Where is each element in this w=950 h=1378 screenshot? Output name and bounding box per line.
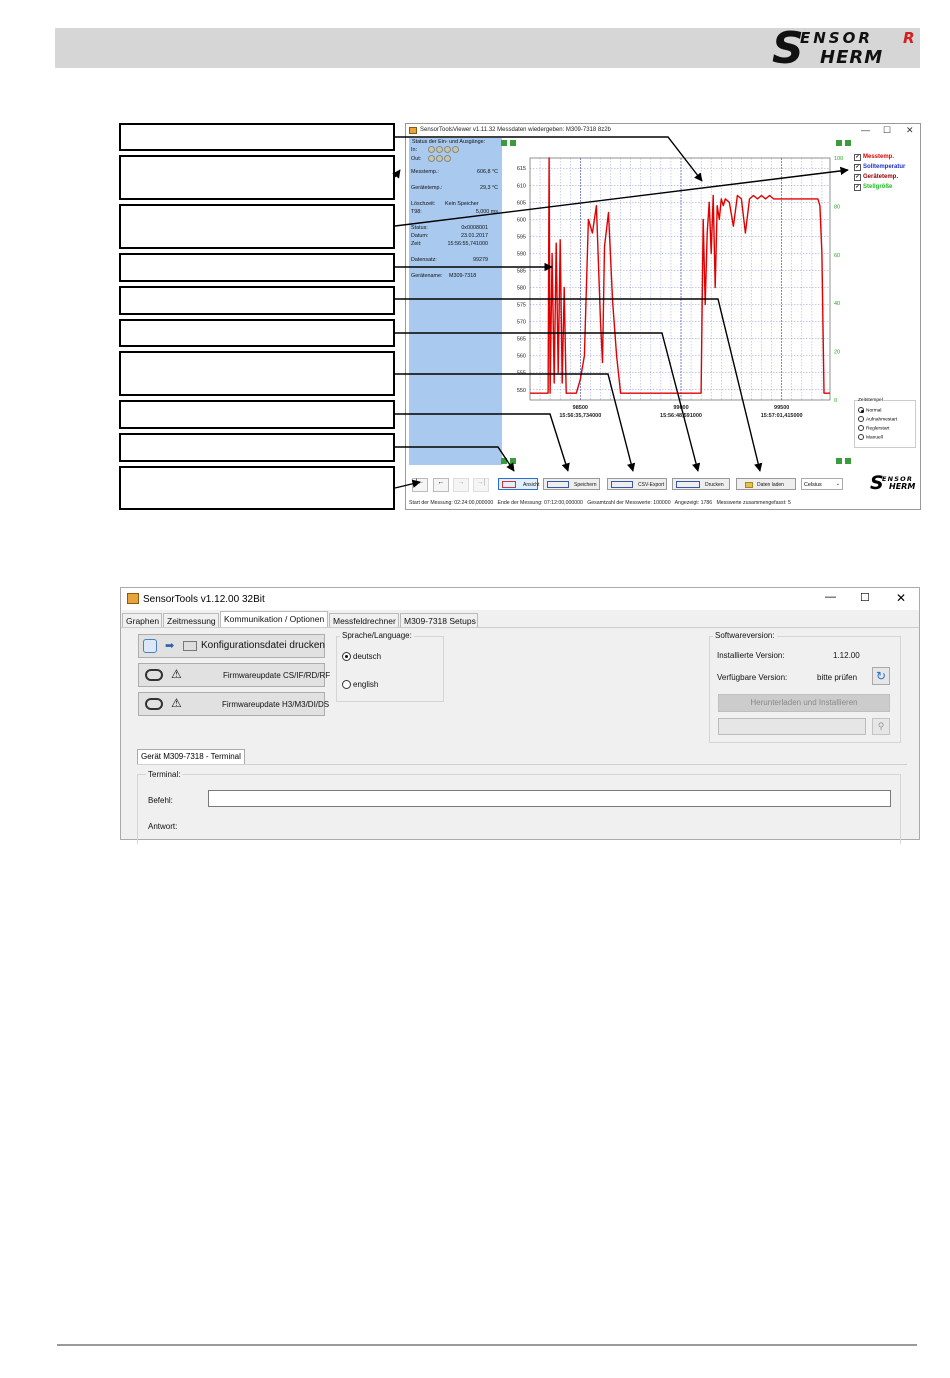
legend-item[interactable]: ✓ Solltemperatur: [855, 164, 906, 170]
refresh-button[interactable]: [872, 667, 890, 685]
terminal-group: [137, 770, 901, 844]
installed-version-label: Installierte Version:: [717, 651, 785, 660]
y2-tick-label: 20: [834, 349, 841, 356]
link-button[interactable]: [872, 718, 890, 735]
info-value: 606,8 °C: [476, 169, 498, 175]
language-title: Sprache/Language:: [342, 631, 412, 640]
y-tick-label: 560: [516, 353, 526, 360]
legend-item[interactable]: ✓ Messtemp.: [855, 154, 895, 160]
first-record-button[interactable]: |←: [412, 478, 428, 492]
in-label-text: In:: [411, 146, 417, 153]
printer-icon: [183, 641, 197, 651]
download-progress: [718, 718, 866, 735]
tools-title: SensorTools v1.12.00 32Bit: [143, 594, 265, 605]
terminal-tab-line: [137, 764, 907, 765]
timestamp-option-label: Manuell: [866, 435, 883, 441]
app-icon: [127, 593, 139, 604]
unit-select-value: Celsius: [804, 482, 822, 488]
firmware-h3-button[interactable]: [138, 692, 330, 716]
y-tick-label: 570: [516, 319, 526, 326]
y-tick-label: 550: [516, 387, 526, 394]
view-button-label: Ansicht: [523, 482, 540, 488]
x-tick-time-label: 15:56:35,734000: [559, 413, 602, 419]
info-label: Datum:: [411, 233, 429, 239]
maximize-button[interactable]: ☐: [883, 125, 892, 135]
x-tick-label: 99000: [673, 405, 689, 411]
legend-label: Messtemp.: [863, 154, 895, 160]
command-label: Befehl:: [148, 796, 173, 805]
minimize-button[interactable]: —: [825, 591, 836, 603]
x-tick-time-label: 15:56:48,591000: [660, 413, 702, 419]
status-merged: Messwerte zusammengefasst: 5: [716, 500, 791, 506]
status-shown: Angezeigt: 1786: [674, 500, 713, 506]
download-install-button[interactable]: [718, 694, 890, 712]
legend-label: Stellgröße: [863, 184, 893, 190]
y-tick-label: 585: [516, 268, 526, 275]
status-heading: Status der Ein- und Ausgänge:: [412, 139, 486, 145]
info-label: Datensatz:: [411, 257, 437, 263]
language-option-deutsch[interactable]: [342, 652, 381, 661]
language-option-label: deutsch: [353, 652, 382, 661]
logo-top-r: R: [903, 29, 915, 47]
chip-icon: [145, 698, 163, 710]
load-data-label: Daten laden: [757, 482, 784, 488]
viewer-logo-top: ENSOR: [882, 475, 914, 483]
out-label-text: Out:: [411, 155, 422, 162]
y-tick-label: 600: [516, 217, 526, 224]
viewer-title: SensorToolsViewer v1.11.32 Messdaten wiedergeben: M309-7318 8z2b: [420, 127, 611, 133]
x-tick-label: 98500: [572, 405, 588, 411]
tab-kommunikation[interactable]: Kommunikation / Optionen: [220, 611, 328, 627]
info-value: 29,3 °C: [479, 185, 498, 191]
radio-icon: [342, 652, 351, 661]
footer-rule: [57, 1344, 917, 1346]
tools-window: [120, 587, 920, 840]
csv-button-label: CSV-Export: [638, 482, 665, 488]
download-install-label: Herunterladen und Installieren: [750, 698, 858, 707]
info-value: Kein Speicher: [445, 201, 479, 207]
info-value: 15:56:55,741000: [447, 241, 488, 247]
language-option-label: english: [353, 680, 379, 689]
logo-bottom: HERM: [820, 47, 884, 68]
next-record-button[interactable]: →: [453, 478, 469, 492]
info-label: Löschzeit:: [411, 201, 436, 207]
status-start: Start der Messung: 02:24:00,000000: [409, 500, 494, 506]
info-value: 5,000 ms: [475, 209, 498, 215]
tab-panel-border: [121, 627, 919, 628]
y-tick-label: 610: [516, 183, 526, 190]
legend-item[interactable]: ✓ Gerätetemp.: [855, 174, 899, 180]
info-label: Status:: [411, 225, 428, 231]
x-tick-label: 99500: [774, 405, 790, 411]
config-print-label: Konfigurationsdatei drucken: [201, 640, 325, 651]
info-label: Messtemp.:: [411, 169, 439, 175]
firmware-cs-button[interactable]: [138, 663, 331, 687]
firmware-cs-label: Firmwareupdate CS/IF/RD/RF: [223, 671, 331, 680]
arrow-right-icon: ➡: [165, 640, 175, 652]
callout-arrows: [0, 0, 950, 560]
legend-label: Gerätetemp.: [863, 174, 899, 180]
arrow-lines: [395, 137, 848, 488]
y-tick-label: 605: [516, 200, 526, 207]
config-file-icon: [143, 639, 157, 653]
y2-tick-label: 40: [834, 301, 841, 308]
link-icon: ⚲: [877, 721, 885, 731]
tab-zeitmessung[interactable]: Zeitmessung: [163, 613, 219, 627]
answer-label: Antwort:: [148, 822, 178, 831]
tab-graphen[interactable]: Graphen: [122, 613, 162, 627]
timestamp-option-label: Reglerstart: [866, 426, 890, 432]
refresh-icon: ↻: [875, 669, 887, 683]
info-value: M309-7318: [449, 273, 477, 279]
info-label: T98:: [411, 209, 422, 215]
status-total: Gesamtzahl der Messwerte: 100000: [587, 500, 671, 506]
command-input[interactable]: [208, 790, 891, 807]
y2-tick-label: 80: [834, 204, 841, 211]
timestamp-option-label: Aufnahmestart: [866, 417, 898, 423]
print-button-label: Drucken: [705, 482, 724, 488]
terminal-title: Terminal:: [148, 770, 181, 779]
y2-tick-label: 60: [834, 252, 841, 259]
installed-version-value: 1.12.00: [833, 651, 860, 660]
y2-tick-label: 0: [834, 398, 838, 404]
tab-setups[interactable]: M309-7318 Setups: [400, 613, 478, 627]
y2-tick-label: 100: [834, 156, 844, 162]
warning-icon: ⚠: [171, 667, 182, 681]
legend-label: Solltemperatur: [863, 164, 906, 170]
info-label: Gerätetemp.:: [411, 185, 443, 191]
tools-titlebar: [121, 588, 919, 610]
info-label: Zeit:: [411, 241, 422, 247]
language-option-english[interactable]: [342, 680, 378, 689]
save-button-label: Speichern: [574, 482, 597, 488]
firmware-h3-label: Firmwareupdate H3/M3/DI/DS: [222, 700, 330, 709]
info-value: 99279: [473, 257, 488, 263]
y-tick-label: 580: [516, 285, 526, 292]
info-value: 23.01.2017: [461, 233, 488, 239]
language-group: [336, 631, 444, 702]
available-version-value: bitte prüfen: [817, 673, 858, 682]
y-tick-label: 590: [516, 251, 526, 258]
prev-record-button[interactable]: ←: [433, 478, 449, 492]
radio-icon: [342, 680, 351, 689]
close-button[interactable]: ✕: [906, 125, 914, 135]
maximize-button[interactable]: ☐: [860, 592, 870, 604]
timestamp-title: Zeitstempel: [858, 398, 883, 403]
chevron-down-icon: ⌄: [835, 481, 840, 487]
y-tick-label: 595: [516, 234, 526, 241]
info-label: Gerätename:: [411, 273, 443, 279]
y-tick-label: 565: [516, 336, 526, 343]
warning-icon: ⚠: [171, 696, 182, 710]
available-version-label: Verfügbare Version:: [717, 673, 788, 682]
tab-messfeldrechner[interactable]: Messfeldrechner: [329, 613, 399, 627]
last-record-button[interactable]: →|: [473, 478, 489, 492]
y-tick-label: 615: [516, 166, 526, 173]
terminal-tab[interactable]: Gerät M309-7318 - Terminal: [137, 749, 245, 764]
logo-top: ENSOR: [800, 29, 873, 47]
x-tick-time-label: 15:57:01,415000: [760, 413, 803, 419]
y-tick-label: 555: [516, 370, 526, 377]
config-print-button[interactable]: [138, 634, 325, 658]
legend-item[interactable]: ✓ Stellgröße: [855, 184, 893, 190]
close-button[interactable]: ✕: [896, 591, 907, 605]
software-title: Softwareversion:: [715, 631, 775, 640]
software-version-group: [709, 631, 901, 743]
y-tick-label: 575: [516, 302, 526, 309]
timestamp-option-label: Normal: [866, 408, 882, 414]
status-end: Ende der Messung: 07:12:00,000000: [497, 500, 583, 506]
viewer-logo-initial: S: [870, 472, 884, 494]
viewer-logo-bottom: HERM: [889, 482, 916, 491]
info-value: 0x0008001: [461, 225, 488, 231]
logo-initial: S: [772, 23, 804, 74]
chip-icon: [145, 669, 163, 681]
minimize-button[interactable]: —: [861, 125, 870, 135]
